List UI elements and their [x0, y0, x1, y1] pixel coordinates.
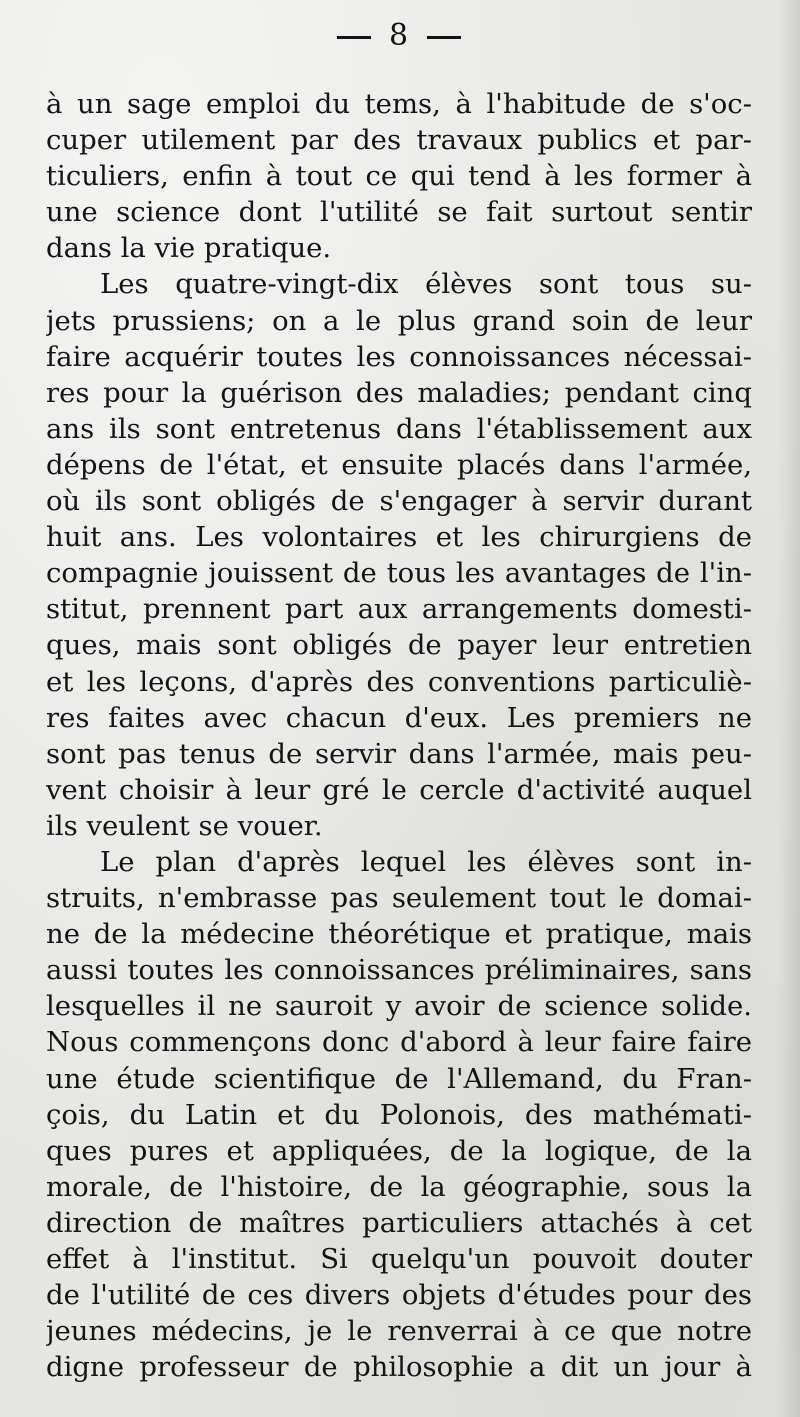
text-line: une étude scientifique de l'Allemand, du Fran- [46, 1062, 752, 1095]
page-number: 8 [388, 18, 410, 53]
text-line: de l'utilité de ces divers objets d'études pour des [46, 1279, 752, 1312]
text-line: vent choisir à leur gré le cercle d'activité auquel [46, 773, 752, 806]
text-line: où ils sont obligés de s'engager à servir durant [46, 485, 752, 518]
text-line: sont pas tenus de servir dans l'armée, mais peu- [46, 737, 752, 770]
text-line: direction de maîtres particuliers attachés à cet [46, 1206, 752, 1239]
text-line: ques pures et appliquées, de la logique, de la [46, 1134, 752, 1167]
page-edge-shadow [778, 0, 800, 1417]
text-line: faire acquérir toutes les connoissances nécessai- [46, 340, 752, 373]
text-line: res faites avec chacun d'eux. Les premiers ne [46, 701, 752, 734]
page-header [46, 18, 752, 58]
header-dash-left [337, 36, 371, 39]
text-line: cuper utilement par des travaux publics et par- [46, 124, 752, 157]
text-line: huit ans. Les volontaires et les chirurgiens de [46, 521, 752, 554]
text-line: res pour la guérison des maladies; pendant cinq [46, 376, 752, 409]
text-line: à un sage emploi du tems, à l'habitude de s'oc- [46, 88, 752, 120]
text-line: Nous commençons donc d'abord à leur faire faire [46, 1026, 752, 1059]
text-line: dépens de l'état, et ensuite placés dans l'armée, [46, 448, 752, 481]
text-line: lesquelles il ne sauroit y avoir de science solide. [46, 990, 752, 1023]
text-line: Les quatre-vingt-dix élèves sont tous su- [100, 268, 752, 301]
text-line: Le plan d'après lequel les élèves sont in- [100, 845, 752, 878]
text-line: une science dont l'utilité se fait surtout sentir [46, 196, 752, 229]
text-line: ne de la médecine théorétique et pratique, mais [46, 918, 752, 951]
text-line: dans la vie pratique. [46, 232, 332, 265]
body-text [46, 86, 752, 1385]
text-line: çois, du Latin et du Polonois, des mathémati- [46, 1098, 752, 1131]
text-line: effet à l'institut. Si quelqu'un pouvoit douter [46, 1243, 752, 1275]
text-line: stitut, prennent part aux arrangements domesti- [46, 593, 752, 626]
header-dash-right [427, 36, 461, 39]
text-line: aussi toutes les connoissances préliminaires, sans [46, 954, 752, 987]
text-line: jeunes médecins, je le renverrai à ce que notre [46, 1315, 752, 1348]
text-line: ticuliers, enfin à tout ce qui tend à les former à [46, 160, 752, 193]
text-line: compagnie jouissent de tous les avantages de l'in- [46, 557, 752, 590]
text-line: ils veulent se vouer. [46, 809, 323, 842]
text-line: et les leçons, d'après des conventions particuliè- [46, 665, 752, 698]
text-line: ques, mais sont obligés de payer leur entretien [46, 629, 752, 662]
text-line: ans ils sont entretenus dans l'établissement aux [46, 412, 752, 445]
text-line: digne professeur de philosophie a dit un jour à [46, 1351, 752, 1384]
text-line: jets prussiens; on a le plus grand soin de leur [46, 304, 752, 337]
text-line: morale, de l'histoire, de la géographie, sous la [46, 1170, 752, 1203]
text-line: struits, n'embrasse pas seulement tout le domai- [46, 882, 752, 915]
